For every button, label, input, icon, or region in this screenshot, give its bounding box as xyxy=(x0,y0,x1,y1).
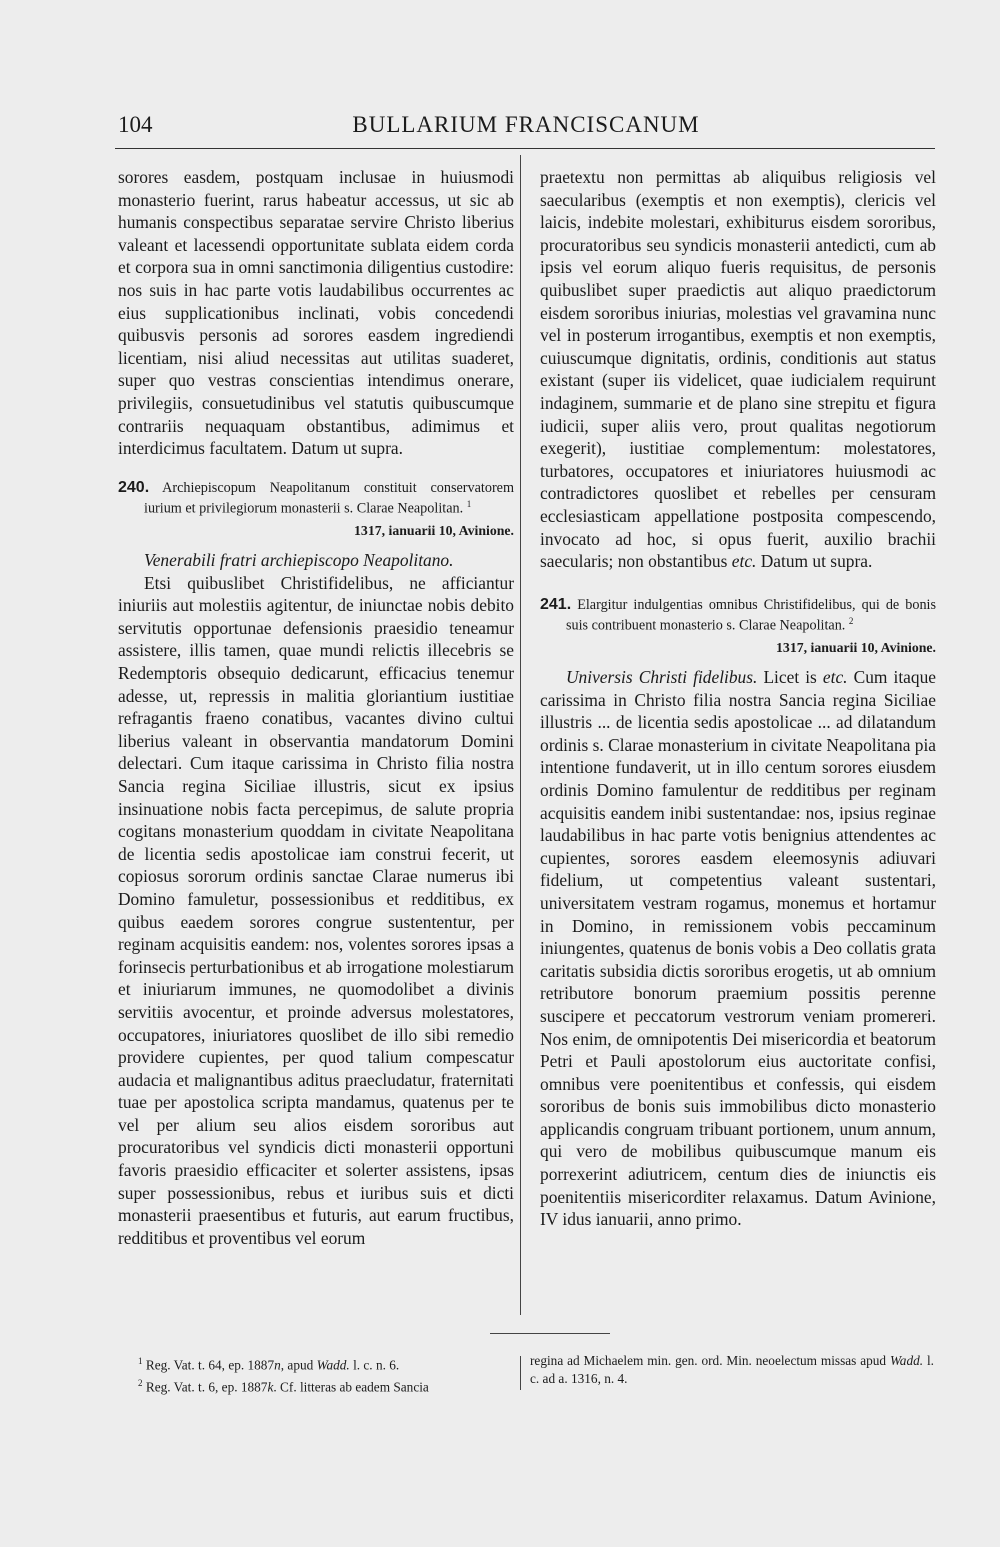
entry-241-number: 241. xyxy=(540,595,572,613)
entry-241 xyxy=(540,597,936,1231)
entry-240-number: 240. xyxy=(118,478,150,496)
entry-240-footnote-ref: 1 xyxy=(466,499,472,510)
entry-241-footnote-ref: 2 xyxy=(848,616,854,627)
footnote-1-text-c: l. c. n. 6. xyxy=(353,1357,400,1373)
footnote-1-letter: n xyxy=(274,1357,281,1373)
entry-241-date: 1317, ianuarii 10, Avinione. xyxy=(776,640,936,656)
entry-241-address-after: Licet is xyxy=(763,667,817,688)
entry-240-summary-block xyxy=(118,480,514,518)
page-header xyxy=(118,112,934,144)
continued-text-right xyxy=(540,166,936,573)
footnote-1 xyxy=(118,1352,514,1374)
entry-241-body-block xyxy=(540,666,936,1231)
footnote-2-text-b: . Cf. litteras ab eadem Sancia xyxy=(273,1379,429,1395)
entry-241-body: Cum itaque carissima in Christo filia nostra Sancia regina Siciliae illustris ... de licentia sedis apostolicae ... ad dilatandum ordinis s. Clarae monasterium in civitate Neapolitana pia intentione fundaverit, ut in illo centum sorores eiusdem ordinis Domino famulentur de redditibus per reginam acquisitis eandem inibi sustentandae: nos, ipsius reginae laudabilibus in hac parte votis benignius attendentes ac cupientes, sorores easdem eleemosynis adiuvari fidelium, ut competentius valeant sustentari, universitatem vestram rogamus, monemus et hortamur in Domino, in remissionem vobis peccaminum iniungentes, quatenus de bonis vobis a Deo collatis grata caritatis subsidia dictis sororibus erogetis, ut ab omnium retributore bonorum praemium possitis perenne suscipere et peccatorum vestrorum veniam promereri. Nos enim, de omnipotentis Dei misericordia et beatorum Petri et Pauli apostolorum eius auctoritate confisi, omnibus vere poenitentibus et confessis, qui eisdem sororibus de bonis suis immobilibus dicto monasterio applicandis congruam tribuant portionem, unum annum, qui vero de mobilibus quibuscumque manum eis porrexerint adiutricem, centum dies de iniunctis eis poenitentiis misericorditer relaxamus. Datum Avinione, IV idus ianuarii, anno primo. xyxy=(540,667,937,1230)
footnote-1-text-b: , apud xyxy=(280,1357,314,1373)
footnote-2-mark: 2 xyxy=(138,1378,143,1389)
entry-241-summary-block xyxy=(540,597,936,635)
entry-241-address: Universis Christi fidelibus. xyxy=(566,667,758,688)
footnote-column-divider xyxy=(520,1356,521,1390)
running-title: BULLARIUM FRANCISCANUM xyxy=(352,112,700,137)
continued-text-left: sorores easdem, postquam inclusae in huiusmodi monasterio fuerint, rarus habeatur accessus, ut sic ab humanis conspectibus separatae servire Christo liberius valeant et lacessendi opportunitate sublata eidem corda et corpora sua in omni sanctimonia diligentius custodire: nos suis in hac parte votis laudabilibus occurrentes ac eius supplicationibus inclinati, vobis concedendi quibusvis personis ad sorores easdem ingrediendi licentiam, nisi aliud necessitas aut utilitas suaderet, super quo vestras conscientias intendimus onerare, privilegiis, consuetudinibus vel statutis quibuscumque contrariis nequaquam obstantibus, adimimus et interdicimus facultatem. Datum ut supra. xyxy=(118,167,514,459)
continued-etc: etc. xyxy=(731,551,757,572)
footnote-2-text-a: Reg. Vat. t. 6, ep. 1887 xyxy=(145,1379,268,1395)
continued-end: Datum ut supra. xyxy=(760,551,873,572)
footnotes-left xyxy=(118,1352,514,1397)
entry-240-body: Etsi quibuslibet Christifidelibus, ne afficiantur iniuriis aut molestiis agitentur, de iniunctae nobis debito servitutis opportunae defensionis praesidio teneamur assistere, illis tamen, quae mundi relictis illecebris se Redemptoris obsequio dedicarunt, efficacius tenemur adesse, ut, repressis in malitia gloriantium iustitiae refragantis fraeno conatibus, vacantes divino cultui liberius valeant in observantia mandatorum Domini delectari. Cum itaque carissima in Christo filia nostra Sancia regina Siciliae illustris, sicut ex ipsius insinuatione nobis facta percepimus, de salute propria cogitans monasterium quoddam in civitate Neapolitana de licentia sedis apostolicae iam construi fecerit, ut copiosus sororum ordinis sanctae Clarae numerus ibi Domino famuletur, possessionibus et redditibus, ex quibus eaedem sorores congrue sustententur, per reginam acquisitis eandem: nos, volentes sorores ipsas a forinsecis perturbationibus et ab irrogatione molestiarum et iniuriarum immunes, ne quomodolibet a divinis servitiis avocentur, et proinde adversus molestatores, occupatores, iniuriatores quoslibet de illo sibi remedio providere cupientes, per quod talium compescatur audacia et malignantibus aditus praecludatur, fraternitati tuae per apostolica scripta mandamus, quatenus per te vel per alium seu alios eisdem sororibus aut procuratoribus vel syndicis dicti monasterii opportuni favoris praesidio efficaciter et solerter assistens, ipsas super possessionibus, rebus et iuribus suis et dicti monasterii praesentibus et futuris, aut earum fructibus, redditibus et proventibus vel eorum xyxy=(118,572,514,1248)
page-number: 104 xyxy=(118,112,153,137)
header-rule xyxy=(115,148,935,149)
continued-text-right-body: praetextu non permittas ab aliquibus religiosis vel saecularibus (exemptis et non exemptis), clericis vel laicis, indebite molestari, exhibiturus eisdem sororibus, procuratoribus seu syndicis monasterii antedicti, cum ab ipsis vel eorum aliquo fueris requisitus, de personis quibuslibet super praedictis aut aliquo praedictorum eisdem sororibus iniurias, molestias vel gravamina nunc vel in posterum irrogantibus, exemptis et non exemptis, cuiuscumque dignitatis, ordinis, conditionis aut status existant (super iis videlicet, quae iudicialem requirunt indaginem, summarie et de plano sine strepitu et figura iudicii, super aliis vero, prout qualitas negotiorum exegerit), iustitiae complementum: molestatores, turbatores, occupatores et iniuriatores huiusmodi ac contradictores quoslibet et rebelles per censuram ecclesiasticam appellatione postposita compescendo, invocato ad hoc, si opus fuerit, auxilio brachii saecularis; non obstantibus xyxy=(540,167,936,572)
entry-240-summary: Archiepiscopum Neapolitanum constituit conservatorem iurium et privilegiorum monasterii s. Clarae Neapolitan. xyxy=(144,479,514,517)
footnote-1-text-a: Reg. Vat. t. 64, ep. 1887 xyxy=(145,1357,275,1373)
right-column xyxy=(540,166,936,1231)
footnotes-right xyxy=(530,1352,934,1388)
footnote-2-letter: k xyxy=(267,1379,274,1395)
footnote-1-mark: 1 xyxy=(138,1356,143,1366)
entry-241-summary: Elargitur indulgentias omnibus Christifidelibus, qui de bonis suis contribuent monasterio s. Clarae Neapolitan. xyxy=(566,596,937,634)
entry-240-date: 1317, ianuarii 10, Avinione. xyxy=(354,523,514,539)
entry-240 xyxy=(118,480,514,1250)
footnote-2-continued-a: regina ad Michaelem min. gen. ord. Min. neoelectum missas apud xyxy=(530,1353,887,1368)
footnote-2 xyxy=(118,1374,514,1396)
footnote-2-continued-b: l. c. ad a. 1316, n. 4. xyxy=(530,1353,934,1386)
entry-240-address: Venerabili fratri archiepiscopo Neapolitano. xyxy=(144,550,454,571)
left-column xyxy=(118,166,514,1249)
entry-241-address-etc: etc. xyxy=(822,667,848,688)
footnote-2-continued-wadd: Wadd. xyxy=(889,1353,924,1368)
column-divider xyxy=(520,155,521,1315)
footnote-1-wadd: Wadd. xyxy=(316,1357,350,1373)
footnote-rule xyxy=(490,1333,610,1334)
